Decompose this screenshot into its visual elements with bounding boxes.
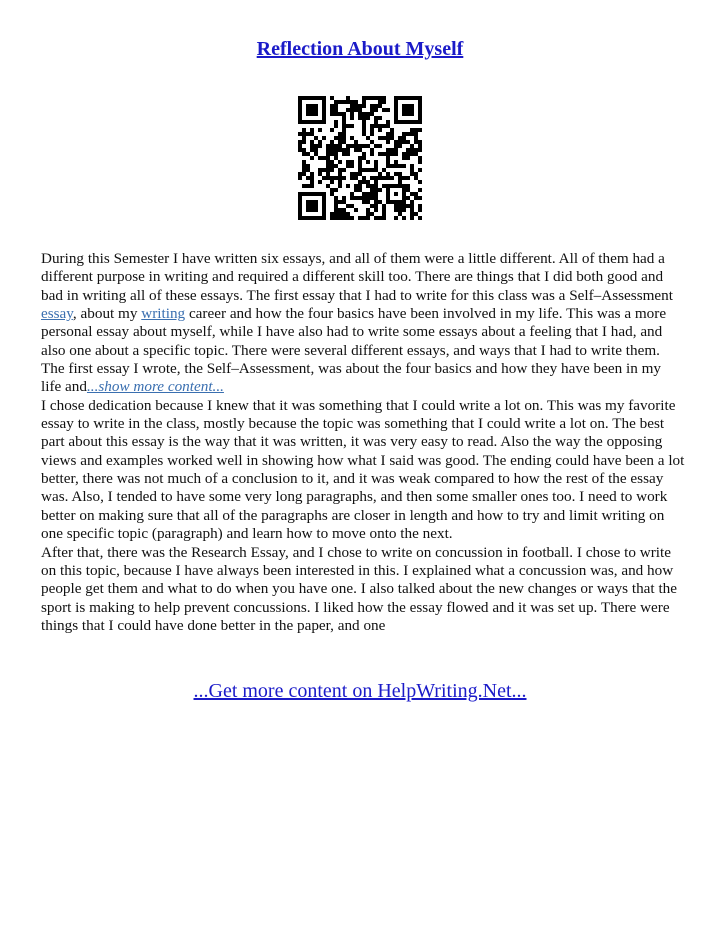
paragraph-1 — [41, 250, 685, 397]
qr-code-icon — [298, 96, 422, 220]
essay-link[interactable]: essay — [41, 305, 73, 323]
paragraph-2: I chose dedication because I knew that it was something that I could write a lot on. This was my favorite essay to write in the class, mostly because the topic was something that I could write a lot on. The best part about this essay is the way that it was written, it was very easy to read. Also the way the opposing views and examples worked well in showing how what I said was good. The ending could have been a lot better, there was not much of a conclusion to it, and it was weak compared to how the rest of the essay was. Also, I tended to have some very long paragraphs, and then some smaller ones too. I need to work better on making sure that all of the paragraphs are closer in length and how to try and limit writing on one specific topic (paragraph) and learn how to move onto the next. — [41, 396, 685, 543]
show-more-link[interactable]: ...show more content... — [86, 378, 224, 396]
paragraph-1-text-a: During this Semester I have written six essays, and all of them were a little different. All of them had a different purpose in writing and required a different skill too. There are things that I did both good and bad in writing all of these essays. The first essay that I had to write for this class was a Self–Assessment — [41, 250, 673, 304]
writing-link[interactable]: writing — [141, 305, 186, 323]
paragraph-3: After that, there was the Research Essay, and I chose to write on concussion in football. I chose to write on this topic, because I have always been interested in this. I explained what a concussion was, and how people get them and what to do when you have one. I also talked about the new changes or ways that the sport is making to help prevent concussions. I liked how the essay flowed and it was set up. There were things that I could have done better in the paper, and one — [41, 543, 677, 634]
paragraph-1-text-c: career and how the four basics have been involved in my life. This was a more personal essay about myself, while I have also had to write some essays about a feeling that I had, and also one about a specific topic. There were several different essays, and ways that I had to write them. The first essay I wrote, the Self–Assessment, was about the four basics and how they have been in my life and — [41, 305, 667, 396]
page-title[interactable]: Reflection About Myself — [256, 38, 464, 60]
paragraph-1-text-b: , about my — [72, 305, 142, 323]
get-more-content-link[interactable]: ...Get more content on HelpWriting.Net... — [193, 680, 527, 702]
essay-body — [41, 250, 685, 635]
